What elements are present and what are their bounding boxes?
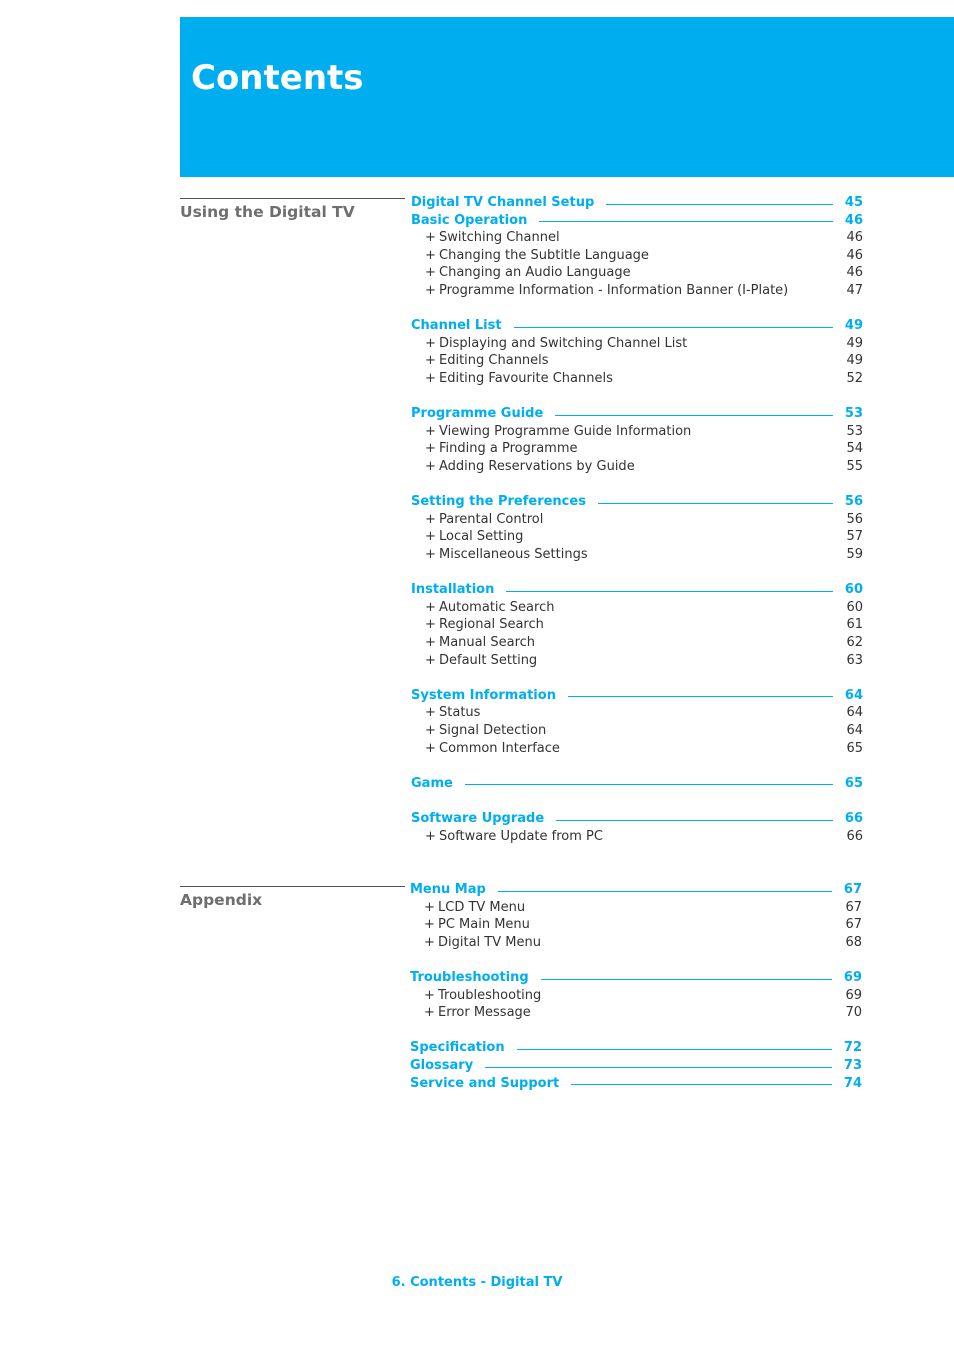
toc-subentry[interactable] (410, 899, 862, 917)
toc-subentry[interactable] (411, 247, 863, 265)
toc-subentry[interactable] (411, 352, 863, 370)
section-title: Appendix (180, 891, 263, 909)
toc-subentry[interactable] (411, 423, 863, 441)
leader-line (598, 503, 833, 504)
page-number: 66 (844, 811, 863, 826)
section-heading-digital-tv (180, 198, 405, 222)
toc-subentry-label: PC Main Menu (438, 917, 530, 933)
toc-subentry-label: Digital TV Menu (438, 934, 541, 950)
page-number: 67 (843, 882, 862, 897)
page-number: 64 (844, 687, 863, 703)
plus-marker: + (425, 599, 436, 615)
plus-marker: + (424, 899, 435, 915)
toc-subentry-label: Viewing Programme Guide Information (439, 423, 692, 439)
toc-subentry[interactable] (411, 335, 863, 353)
toc-subentry-label: Software Update from PC (439, 828, 603, 844)
page-number: 47 (846, 283, 863, 298)
leader-line (514, 327, 833, 328)
page-number: 57 (846, 529, 863, 545)
toc-subentry-label: Programme Information - Information Banner (I-Plate) (439, 283, 789, 298)
toc-entry-label: Basic Operation (411, 212, 528, 228)
toc-entry[interactable] (411, 194, 863, 212)
toc-entry-label: Troubleshooting (410, 970, 529, 985)
plus-marker: + (425, 828, 436, 844)
toc-entry[interactable] (411, 493, 863, 511)
page-number: 70 (845, 1005, 862, 1021)
toc-subentry-label: Automatic Search (439, 599, 555, 615)
toc-entry[interactable] (411, 405, 863, 423)
toc-subentry[interactable] (411, 722, 863, 740)
leader-line (465, 784, 833, 785)
plus-marker: + (425, 740, 436, 756)
page-number: 53 (846, 423, 863, 439)
plus-marker: + (425, 652, 436, 668)
toc-subentry[interactable] (411, 546, 863, 564)
toc-subentry[interactable] (410, 916, 862, 934)
page-number: 68 (845, 934, 862, 950)
leader-line (606, 204, 833, 205)
leader-line (571, 1084, 832, 1085)
page-number: 46 (846, 247, 863, 263)
toc-subentry-label: Error Message (438, 1005, 531, 1021)
page-number: 62 (846, 635, 863, 650)
leader-line (541, 979, 832, 980)
toc-subentry-label: Changing an Audio Language (439, 265, 631, 281)
toc-entry-label: Installation (411, 582, 495, 598)
plus-marker: + (425, 547, 436, 562)
section-title: Using the Digital TV (180, 203, 355, 221)
toc-subentry-label: Editing Channels (439, 353, 549, 369)
toc-subentry-label: Manual Search (439, 635, 536, 650)
page-number: 45 (844, 195, 863, 210)
toc-subentry-label: Miscellaneous Settings (439, 547, 588, 562)
page-number: 56 (844, 494, 863, 510)
plus-marker: + (425, 371, 436, 386)
toc-subentry[interactable] (411, 634, 863, 652)
page-number: 65 (844, 775, 863, 791)
title-banner (180, 17, 954, 177)
toc-subentry[interactable] (411, 599, 863, 617)
toc-entry-label: Specification (410, 1040, 505, 1056)
page-number: 60 (846, 599, 863, 615)
plus-marker: + (425, 441, 436, 457)
plus-marker: + (425, 635, 436, 650)
toc-subentry[interactable] (411, 282, 863, 300)
toc-entry-label: Menu Map (410, 882, 486, 897)
plus-marker: + (425, 247, 436, 263)
toc-entry-label: Programme Guide (411, 406, 544, 422)
page-number: 74 (843, 1075, 862, 1091)
leader-line (517, 1049, 832, 1050)
page-number: 49 (846, 335, 863, 351)
page-number: 73 (843, 1058, 862, 1073)
toc-entry[interactable] (410, 881, 862, 899)
toc-subentry[interactable] (411, 528, 863, 546)
page-number: 54 (846, 441, 863, 457)
toc-subentry-label: Troubleshooting (438, 987, 542, 1003)
toc-entry-label: System Information (411, 687, 556, 703)
toc-entry-label: Software Upgrade (411, 811, 545, 826)
toc-entry[interactable] (411, 317, 863, 335)
page-number: 53 (844, 406, 863, 422)
leader-line (485, 1067, 832, 1068)
toc-subentry-label: Finding a Programme (439, 441, 578, 457)
toc-subentry[interactable] (410, 1004, 862, 1022)
toc-subentry[interactable] (411, 616, 863, 634)
plus-marker: + (424, 987, 435, 1003)
page-number: 65 (846, 740, 863, 756)
toc-subentry-label: Signal Detection (439, 723, 547, 738)
page-number: 67 (845, 917, 862, 933)
toc-subentry[interactable] (410, 987, 862, 1005)
plus-marker: + (425, 353, 436, 369)
toc-subentry[interactable] (411, 264, 863, 282)
toc-subentry[interactable] (410, 934, 862, 952)
page-number: 69 (845, 987, 862, 1003)
toc-subentry-label: Local Setting (439, 529, 524, 545)
toc-entry[interactable] (410, 1057, 862, 1075)
toc-entry-label: Setting the Preferences (411, 494, 586, 510)
toc-entry-label: Channel List (411, 318, 502, 334)
plus-marker: + (424, 1005, 435, 1021)
plus-marker: + (424, 917, 435, 933)
plus-marker: + (425, 705, 436, 721)
page-number: 49 (844, 318, 863, 334)
toc-subentry-label: Adding Reservations by Guide (439, 459, 635, 474)
page-number: 63 (846, 652, 863, 668)
leader-line (498, 891, 832, 892)
toc-entry[interactable] (411, 687, 863, 705)
page-title: Contents (191, 58, 364, 98)
toc-subentry[interactable] (411, 740, 863, 758)
leader-line (568, 696, 833, 697)
toc-subentry[interactable] (411, 458, 863, 476)
toc-subentry[interactable] (411, 440, 863, 458)
page-number: 60 (844, 582, 863, 598)
toc-subentry[interactable] (411, 370, 863, 388)
plus-marker: + (425, 423, 436, 439)
toc-entry-label: Digital TV Channel Setup (411, 195, 595, 210)
toc-subentry-label: Parental Control (439, 511, 544, 527)
page-number: 46 (846, 265, 863, 281)
toc-entry[interactable] (410, 1039, 862, 1057)
page-number: 56 (846, 511, 863, 527)
page-number: 55 (846, 459, 863, 474)
toc-subentry[interactable] (411, 229, 863, 247)
toc-subentry-label: Editing Favourite Channels (439, 371, 613, 386)
leader-line (506, 591, 833, 592)
toc-entry[interactable] (410, 1075, 862, 1093)
toc-subentry[interactable] (411, 511, 863, 529)
page-number: 69 (843, 970, 862, 985)
plus-marker: + (425, 283, 436, 298)
plus-marker: + (425, 459, 436, 474)
leader-line (555, 415, 833, 416)
section-heading-appendix (180, 886, 405, 910)
page-number: 64 (846, 705, 863, 721)
page-number: 59 (846, 547, 863, 562)
toc-subentry-label: Status (439, 705, 481, 721)
toc-subentry-label: Switching Channel (439, 230, 560, 246)
toc-subentry-label: LCD TV Menu (438, 899, 526, 915)
toc-entry[interactable] (411, 775, 863, 793)
page-number: 61 (846, 617, 863, 633)
toc-entry[interactable] (411, 212, 863, 230)
toc-subentry-label: Changing the Subtitle Language (439, 247, 649, 263)
page-number: 67 (845, 899, 862, 915)
toc-subentry[interactable] (411, 828, 863, 846)
toc-entry-label: Glossary (410, 1058, 474, 1073)
toc-subentry-label: Regional Search (439, 617, 544, 633)
plus-marker: + (425, 529, 436, 545)
toc-entry-label: Game (411, 775, 453, 791)
toc-subentry-label: Common Interface (439, 740, 560, 756)
page-number: 46 (846, 230, 863, 246)
leader-line (539, 221, 833, 222)
toc-subentry[interactable] (411, 704, 863, 722)
leader-line (556, 820, 833, 821)
plus-marker: + (425, 265, 436, 281)
page-number: 72 (843, 1040, 862, 1056)
plus-marker: + (425, 617, 436, 633)
toc-entry-label: Service and Support (410, 1075, 560, 1091)
plus-marker: + (425, 723, 436, 738)
page-footer: 6. Contents - Digital TV (391, 1275, 563, 1290)
plus-marker: + (425, 230, 436, 246)
toc-subentry-label: Default Setting (439, 652, 538, 668)
toc-entry[interactable] (410, 969, 862, 987)
page-number: 49 (846, 353, 863, 369)
page-number: 46 (844, 212, 863, 228)
toc-entry[interactable] (411, 581, 863, 599)
plus-marker: + (425, 511, 436, 527)
page-number: 66 (846, 828, 863, 844)
toc-subentry-label: Displaying and Switching Channel List (439, 335, 688, 351)
page-number: 64 (846, 723, 863, 738)
toc-subentry[interactable] (411, 652, 863, 670)
plus-marker: + (425, 335, 436, 351)
toc-entry[interactable] (411, 810, 863, 828)
plus-marker: + (424, 934, 435, 950)
page-number: 52 (846, 371, 863, 386)
